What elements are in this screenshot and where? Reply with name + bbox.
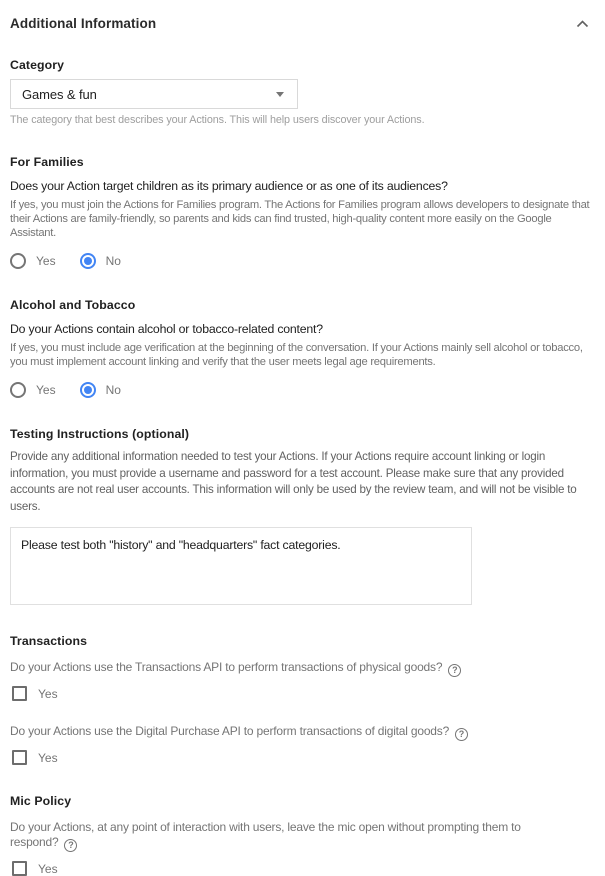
alcohol-tobacco-radio-group [10,382,595,398]
transactions-heading: Transactions [10,634,88,648]
section-header [10,16,595,31]
radio-button-icon[interactable] [80,253,96,269]
transactions-digital-block [10,724,595,765]
category-selected-value: Games & fun [22,86,97,102]
for-families-question: Does your Action target children as its primary audience or as one of its audiences? [10,179,448,193]
help-icon[interactable]: ? [455,728,468,741]
for-families-radio-no[interactable] [80,253,121,269]
testing-instructions-heading: Testing Instructions (optional) [10,427,190,441]
radio-button-icon[interactable] [10,382,26,398]
transactions-physical-block [10,660,595,701]
radio-label: No [105,383,121,397]
checkbox-icon[interactable] [12,861,27,876]
for-families-radio-group [10,253,595,269]
radio-button-icon[interactable] [80,382,96,398]
category-dropdown[interactable] [10,79,298,109]
for-families-heading: For Families [10,155,84,169]
mic-policy-question [10,820,555,852]
question-text: Do your Actions use the Digital Purchase API to perform transactions of digital goods? [10,724,450,738]
checkbox-icon[interactable] [12,686,27,701]
transactions-digital-checkbox-row[interactable] [10,750,595,765]
for-families-helper-text: If yes, you must join the Actions for Families program. The Actions for Families program allows developers to designate that their Actions are family-friendly, so parents and kids can find trusted, high-quality content more easily on the Google Assistant. [10,199,590,239]
alcohol-tobacco-heading: Alcohol and Tobacco [10,298,136,312]
for-families-radio-yes[interactable] [10,253,56,269]
collapse-section-button[interactable] [574,18,591,30]
alcohol-tobacco-question: Do your Actions contain alcohol or tobacco-related content? [10,322,323,336]
testing-instructions-description: Provide any additional information needed to test your Actions. If your Actions require account linking or login information, you must provide a username and password for a test account. Please make sure that any provided accounts are not real user accounts. This information will only be used by the review team, and will not be visible to users. [10,450,577,513]
checkbox-label: Yes [38,750,58,765]
testing-instructions-input[interactable] [10,527,472,605]
category-helper-text: The category that best describes your Actions. This will help users discover your Actions. [10,114,425,126]
checkbox-label: Yes [38,861,58,876]
radio-label: Yes [36,383,56,397]
help-icon[interactable]: ? [448,664,461,677]
caret-down-icon [276,92,284,97]
question-text: Do your Actions use the Transactions API to perform transactions of physical goods? [10,660,443,674]
help-icon[interactable]: ? [64,839,77,852]
alcohol-tobacco-helper-text: If yes, you must include age verification at the beginning of the conversation. If your Actions mainly sell alcohol or tobacco, you must implement account linking and verify that the user meets legal age requirements. [10,342,583,368]
category-label: Category [10,58,65,72]
checkbox-icon[interactable] [12,750,27,765]
mic-policy-block [10,820,595,876]
transactions-physical-checkbox-row[interactable] [10,686,595,701]
mic-policy-checkbox-row[interactable] [10,861,595,876]
alcohol-tobacco-radio-yes[interactable] [10,382,56,398]
transactions-physical-question [10,660,595,677]
chevron-up-icon [576,16,589,31]
radio-label: No [105,254,121,268]
alcohol-tobacco-radio-no[interactable] [80,382,121,398]
question-text: Do your Actions, at any point of interaction with users, leave the mic open without prompting them to respond? [10,820,521,849]
checkbox-label: Yes [38,686,58,701]
radio-label: Yes [36,254,56,268]
radio-button-icon[interactable] [10,253,26,269]
transactions-digital-question [10,724,595,741]
page-title: Additional Information [10,16,157,31]
mic-policy-heading: Mic Policy [10,794,72,808]
